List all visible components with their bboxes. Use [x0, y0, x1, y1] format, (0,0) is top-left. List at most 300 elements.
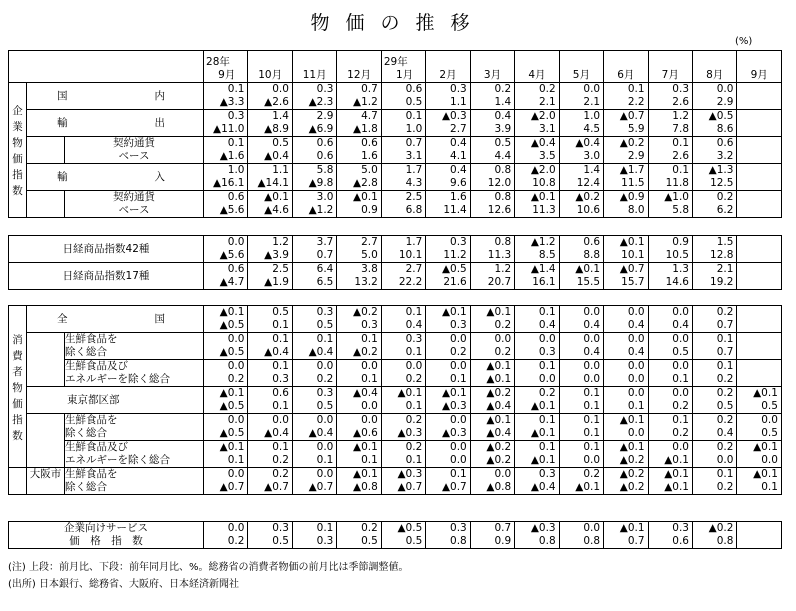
value-cell — [292, 360, 336, 387]
month-label: 7月 — [661, 69, 679, 81]
row-tokyo-core — [9, 414, 782, 441]
yoy-value: 0.1 — [405, 454, 423, 466]
mom-value: 0.1 — [583, 414, 601, 426]
yoy-value: 0.2 — [494, 346, 512, 358]
value-cell — [204, 137, 248, 164]
yoy-value: 11.2 — [443, 249, 467, 261]
value-cell — [381, 441, 425, 468]
mom-value: 0.1 — [405, 110, 423, 122]
yoy-value: 9.6 — [450, 177, 467, 189]
mom-value: 0.0 — [672, 333, 689, 345]
yoy-value: 0.2 — [227, 535, 245, 547]
mom-value: 0.6 — [716, 137, 734, 149]
value-cell — [604, 83, 648, 110]
row-zenkoku — [9, 306, 782, 333]
value-cell — [248, 83, 292, 110]
mom-value: ▲1.7 — [619, 164, 645, 176]
mom-value: 0.0 — [672, 441, 689, 453]
value-cell — [648, 468, 692, 495]
mom-value: 1.1 — [272, 164, 289, 176]
mom-value: 3.7 — [316, 236, 334, 248]
value-cell — [692, 522, 736, 549]
yoy-value: ▲16.1 — [213, 177, 245, 189]
mom-value: 1.2 — [494, 263, 512, 275]
value-cell — [515, 306, 559, 333]
mom-value: 0.0 — [450, 360, 467, 372]
indent-cell — [27, 137, 65, 164]
yoy-value: 13.2 — [354, 276, 378, 288]
value-cell — [426, 83, 470, 110]
yoy-value: ▲1.8 — [353, 123, 378, 135]
mom-value: 0.6 — [272, 387, 289, 399]
yoy-value: 0.8 — [450, 535, 467, 547]
mom-value: ▲0.1 — [664, 468, 689, 480]
mom-value: 3.0 — [316, 191, 334, 203]
yoy-value: 10.8 — [532, 177, 556, 189]
value-cell — [337, 236, 381, 263]
yoy-value: ▲8.9 — [264, 123, 289, 135]
mom-value: 0.0 — [538, 333, 556, 345]
yoy-value: 0.8 — [716, 535, 734, 547]
value-cell — [470, 306, 514, 333]
mom-value: 0.0 — [672, 387, 689, 399]
yoy-value: 4.4 — [494, 150, 512, 162]
yoy-value: 0.4 — [672, 319, 689, 331]
row-label — [9, 263, 204, 290]
value-cell — [648, 414, 692, 441]
mom-value: 1.2 — [272, 236, 289, 248]
value-cell — [559, 522, 603, 549]
yoy-value: 2.6 — [672, 96, 689, 108]
value-cell — [292, 137, 336, 164]
mom-value: ▲0.1 — [219, 306, 245, 318]
mom-value — [737, 137, 777, 150]
yoy-value: 2.2 — [627, 96, 645, 108]
mom-value: 0.1 — [450, 468, 467, 480]
yoy-value: 0.2 — [227, 373, 245, 385]
row-yunyu — [9, 164, 782, 191]
value-cell — [292, 333, 336, 360]
value-cell — [737, 414, 781, 441]
month-label: 9月 — [750, 69, 768, 81]
value-cell — [515, 360, 559, 387]
value-cell — [470, 137, 514, 164]
mom-value: 0.1 — [361, 333, 378, 345]
value-cell — [559, 263, 603, 290]
yoy-value: ▲0.7 — [264, 481, 289, 493]
row-label — [65, 333, 204, 360]
yoy-value: ▲0.2 — [353, 346, 378, 358]
yoy-value: 5.8 — [672, 204, 689, 216]
yoy-value: 15.5 — [576, 276, 601, 288]
mom-value: ▲0.1 — [753, 468, 778, 480]
mom-value: ▲0.1 — [619, 522, 645, 534]
yoy-value: 6.2 — [716, 204, 734, 216]
mom-value: ▲0.1 — [486, 414, 512, 426]
value-cell — [693, 191, 737, 218]
yoy-value: 0.9 — [494, 535, 512, 547]
value-cell — [470, 414, 514, 441]
nikkei-table — [8, 235, 782, 290]
yoy-value: 21.6 — [443, 276, 467, 288]
yoy-value: 0.2 — [494, 319, 512, 331]
yoy-value: 10.5 — [665, 249, 689, 261]
value-cell — [337, 306, 381, 333]
yoy-value: 0.7 — [316, 249, 334, 261]
yoy-value: 0.7 — [716, 346, 734, 358]
value-cell — [604, 306, 648, 333]
mom-value: 5.0 — [361, 164, 378, 176]
value-cell — [337, 387, 381, 414]
yoy-value: ▲0.4 — [264, 150, 289, 162]
mom-value: ▲0.1 — [353, 468, 378, 480]
mom-value: ▲0.1 — [619, 414, 645, 426]
mom-value: ▲0.2 — [619, 468, 645, 480]
yoy-value: ▲0.1 — [664, 481, 689, 493]
value-cell — [248, 306, 292, 333]
yoy-value: ▲0.7 — [308, 481, 334, 493]
mom-value: ▲0.1 — [486, 360, 512, 372]
value-cell — [337, 468, 381, 495]
value-cell — [337, 522, 381, 549]
mom-value — [737, 333, 777, 346]
mom-value: ▲0.2 — [486, 441, 512, 453]
value-cell — [292, 441, 336, 468]
yoy-value — [737, 319, 777, 332]
mom-value: 0.3 — [450, 522, 467, 534]
value-cell — [737, 164, 781, 191]
yoy-value: ▲0.4 — [530, 481, 556, 493]
value-cell — [248, 441, 292, 468]
mom-value: 0.5 — [494, 137, 512, 149]
value-cell — [470, 333, 514, 360]
yoy-value: 0.2 — [316, 373, 334, 385]
yoy-value: 22.2 — [398, 276, 423, 288]
value-cell — [248, 468, 292, 495]
value-cell — [515, 522, 559, 549]
row-nikkei42 — [9, 236, 782, 263]
yoy-value: 11.8 — [665, 177, 689, 189]
mom-value: 1.5 — [716, 236, 734, 248]
row-label-text: 輸 出 — [57, 116, 187, 129]
yoy-value: 8.0 — [627, 204, 645, 216]
mom-value: ▲1.4 — [530, 263, 556, 275]
mom-value: 0.7 — [494, 522, 512, 534]
yoy-value: 2.9 — [627, 150, 645, 162]
mom-value: 0.3 — [316, 83, 334, 95]
yoy-value: 0.3 — [361, 319, 378, 331]
yoy-value: 0.5 — [672, 346, 689, 358]
mom-value: 0.0 — [494, 468, 512, 480]
month-label: 3月 — [483, 69, 502, 81]
mom-value: ▲0.2 — [619, 137, 645, 149]
mom-value: 0.8 — [494, 236, 512, 248]
unit-label: (%) — [735, 36, 753, 47]
yoy-value: 0.2 — [716, 481, 734, 493]
mom-value: 1.7 — [405, 164, 423, 176]
value-cell — [559, 110, 603, 137]
mom-value: ▲0.1 — [353, 191, 378, 203]
yoy-value: ▲4.7 — [219, 276, 245, 288]
value-cell — [292, 468, 336, 495]
yoy-value: 2.9 — [716, 96, 734, 108]
mom-value: 0.5 — [272, 306, 289, 318]
value-cell — [648, 441, 692, 468]
value-cell — [426, 360, 470, 387]
row-label-text: 企業向けサービス — [64, 522, 148, 534]
mom-value: 0.0 — [672, 360, 689, 372]
value-cell — [559, 164, 603, 191]
value-cell — [648, 333, 692, 360]
value-cell — [737, 236, 781, 263]
indent-cell — [27, 191, 65, 218]
mom-value: 0.2 — [361, 522, 378, 534]
mom-value: ▲0.3 — [441, 110, 467, 122]
value-cell — [604, 110, 648, 137]
value-cell — [426, 387, 470, 414]
mom-value: 4.7 — [361, 110, 378, 122]
yoy-value — [737, 373, 777, 386]
row-osaka — [9, 468, 782, 495]
mom-value: 2.1 — [716, 263, 734, 275]
mom-value: 0.1 — [538, 441, 556, 453]
value-cell — [648, 522, 692, 549]
value-cell — [692, 333, 736, 360]
month-label: 12月 — [347, 69, 372, 81]
yoy-value: ▲3.3 — [219, 96, 245, 108]
yoy-value: 0.0 — [627, 373, 645, 385]
yoy-value: 10.1 — [398, 249, 423, 261]
mom-value: ▲1.0 — [664, 191, 689, 203]
row-label-text: 契約通貨 — [113, 191, 155, 203]
month-header — [248, 51, 292, 83]
value-cell — [515, 414, 559, 441]
value-cell — [204, 522, 248, 549]
value-cell — [426, 468, 470, 495]
mom-value: 0.3 — [672, 83, 689, 95]
yoy-value — [737, 123, 777, 136]
value-cell — [559, 414, 603, 441]
note-text: (注) 上段：前月比、下段：前年同月比、%。総務省の消費者物価の前月比は季節調整値。 — [8, 562, 409, 573]
mom-value: 0.3 — [316, 306, 334, 318]
yoy-value: ▲1.2 — [353, 96, 378, 108]
mom-value: 0.3 — [672, 522, 689, 534]
yoy-value: 0.1 — [272, 319, 289, 331]
value-cell — [648, 387, 692, 414]
yoy-value: 0.0 — [450, 454, 467, 466]
yoy-value: 2.1 — [538, 96, 556, 108]
value-cell — [426, 236, 470, 263]
month-label: 5月 — [572, 69, 590, 81]
value-cell — [381, 522, 425, 549]
value-cell — [337, 110, 381, 137]
yoy-value — [737, 535, 777, 548]
yoy-value: ▲1.6 — [219, 150, 245, 162]
row-label-text: 国 内 — [57, 89, 187, 102]
value-cell — [559, 236, 603, 263]
value-cell — [604, 263, 648, 290]
yoy-value: 20.7 — [487, 276, 512, 288]
yoy-value — [737, 346, 777, 359]
yoy-value: 3.9 — [494, 123, 512, 135]
yoy-value: ▲0.6 — [353, 427, 378, 439]
yoy-value: 0.3 — [538, 346, 556, 358]
osaka-label-text: 大阪市 — [29, 468, 62, 480]
mom-value: 0.1 — [227, 83, 245, 95]
month-label: 10月 — [258, 69, 283, 81]
yoy-value: 0.1 — [361, 373, 378, 385]
yoy-value: ▲4.6 — [264, 204, 289, 216]
yoy-value: 0.0 — [761, 454, 778, 466]
value-cell — [559, 387, 603, 414]
value-cell — [381, 83, 425, 110]
yoy-value: ▲0.2 — [486, 454, 512, 466]
yoy-value: 0.1 — [761, 481, 778, 493]
mom-value — [737, 83, 777, 96]
month-label: 8月 — [706, 69, 724, 81]
mom-value: 1.0 — [583, 110, 601, 122]
yoy-value: 11.5 — [621, 177, 645, 189]
yoy-value: 0.4 — [627, 346, 645, 358]
row-sppi — [9, 522, 782, 549]
yoy-value: ▲1.2 — [308, 204, 334, 216]
yoy-value: 1.0 — [405, 123, 423, 135]
value-cell — [604, 164, 648, 191]
yoy-value: 6.8 — [405, 204, 423, 216]
month-header — [515, 51, 559, 83]
yoy-value: ▲0.4 — [486, 400, 512, 412]
value-cell — [515, 191, 559, 218]
value-cell — [559, 360, 603, 387]
yoy-value: 2.7 — [450, 123, 467, 135]
yoy-value — [737, 204, 777, 217]
yoy-value: 0.5 — [405, 96, 423, 108]
yoy-value: ▲0.3 — [441, 400, 467, 412]
row-tokyo-corecore — [9, 441, 782, 468]
value-cell — [737, 522, 781, 549]
value-cell — [426, 191, 470, 218]
mom-value: 0.1 — [272, 360, 289, 372]
month-label: 9月 — [218, 69, 236, 81]
row-label — [27, 83, 204, 110]
mom-value: ▲0.1 — [264, 191, 289, 203]
yoy-value: 1.1 — [450, 96, 467, 108]
mom-value: 0.1 — [316, 522, 334, 534]
value-cell — [470, 110, 514, 137]
yoy-value: 0.1 — [405, 346, 423, 358]
yoy-value: 0.1 — [405, 400, 423, 412]
yoy-value: 0.2 — [450, 346, 467, 358]
cgpi-table — [8, 50, 782, 218]
mom-value: 3.8 — [361, 263, 378, 275]
row-label-text: 除く総合 — [65, 346, 107, 358]
value-cell — [470, 191, 514, 218]
value-cell — [204, 414, 248, 441]
row-label-text: 契約通貨 — [113, 137, 155, 149]
yoy-value: 19.2 — [710, 276, 734, 288]
row-label-text: エネルギーを除く総合 — [65, 454, 170, 466]
yoy-value: 0.4 — [583, 319, 601, 331]
header-corner — [9, 51, 204, 83]
mom-value: ▲0.5 — [441, 263, 467, 275]
value-cell — [248, 191, 292, 218]
yoy-value: 8.8 — [583, 249, 601, 261]
yoy-value: 0.1 — [272, 400, 289, 412]
mom-value: 0.2 — [716, 191, 734, 203]
value-cell — [426, 414, 470, 441]
mom-value: ▲2.0 — [530, 164, 556, 176]
mom-value: 0.0 — [227, 236, 245, 248]
mom-value: 0.1 — [538, 360, 556, 372]
yoy-value: 0.0 — [538, 373, 556, 385]
row-label-text: 除く総合 — [65, 427, 107, 439]
value-cell — [426, 164, 470, 191]
mom-value: 0.3 — [272, 522, 289, 534]
row-label — [27, 164, 204, 191]
yoy-value: 4.3 — [405, 177, 423, 189]
row-label — [27, 306, 204, 333]
yoy-value: 4.5 — [583, 123, 601, 135]
mom-value: 0.2 — [716, 441, 734, 453]
mom-value: 0.5 — [272, 137, 289, 149]
month-label: 4月 — [528, 69, 546, 81]
mom-value: 0.9 — [672, 236, 689, 248]
value-cell — [559, 333, 603, 360]
yoy-value: ▲11.0 — [213, 123, 245, 135]
yoy-value: 2.6 — [672, 150, 689, 162]
yoy-value: 0.7 — [716, 319, 734, 331]
mom-value: 0.0 — [361, 360, 378, 372]
value-cell — [515, 110, 559, 137]
yoy-value: ▲0.1 — [664, 454, 689, 466]
year-label-28: 28年 — [206, 56, 230, 68]
mom-value: 0.0 — [761, 414, 778, 426]
yoy-value — [737, 96, 777, 109]
month-header — [648, 51, 692, 83]
mom-value: 0.1 — [672, 414, 689, 426]
row-label — [27, 387, 204, 414]
value-cell — [604, 236, 648, 263]
value-cell — [204, 441, 248, 468]
value-cell — [381, 414, 425, 441]
yoy-value: ▲2.3 — [308, 96, 334, 108]
mom-value: ▲0.1 — [397, 387, 423, 399]
mom-value: 0.7 — [405, 137, 423, 149]
row-label-text: ベース — [118, 150, 150, 162]
mom-value: 0.0 — [583, 306, 601, 318]
mom-value: 0.1 — [716, 468, 734, 480]
value-cell — [248, 360, 292, 387]
mom-value: 1.2 — [672, 110, 689, 122]
mom-value: 0.1 — [538, 306, 556, 318]
value-cell — [648, 191, 692, 218]
yoy-value: 11.3 — [487, 249, 512, 261]
mom-value: 1.4 — [583, 164, 601, 176]
mom-value: 0.2 — [405, 414, 423, 426]
row-label-text: 日経商品指数42種 — [62, 242, 150, 255]
row-label — [27, 110, 204, 137]
value-cell — [337, 164, 381, 191]
mom-value: 0.2 — [716, 414, 734, 426]
yoy-value: 0.5 — [316, 319, 334, 331]
value-cell — [470, 263, 514, 290]
row-yushutsu — [9, 110, 782, 137]
mom-value: 0.0 — [627, 387, 645, 399]
value-cell — [204, 387, 248, 414]
value-cell — [381, 263, 425, 290]
mom-value: ▲0.3 — [530, 522, 556, 534]
yoy-value — [737, 249, 777, 262]
